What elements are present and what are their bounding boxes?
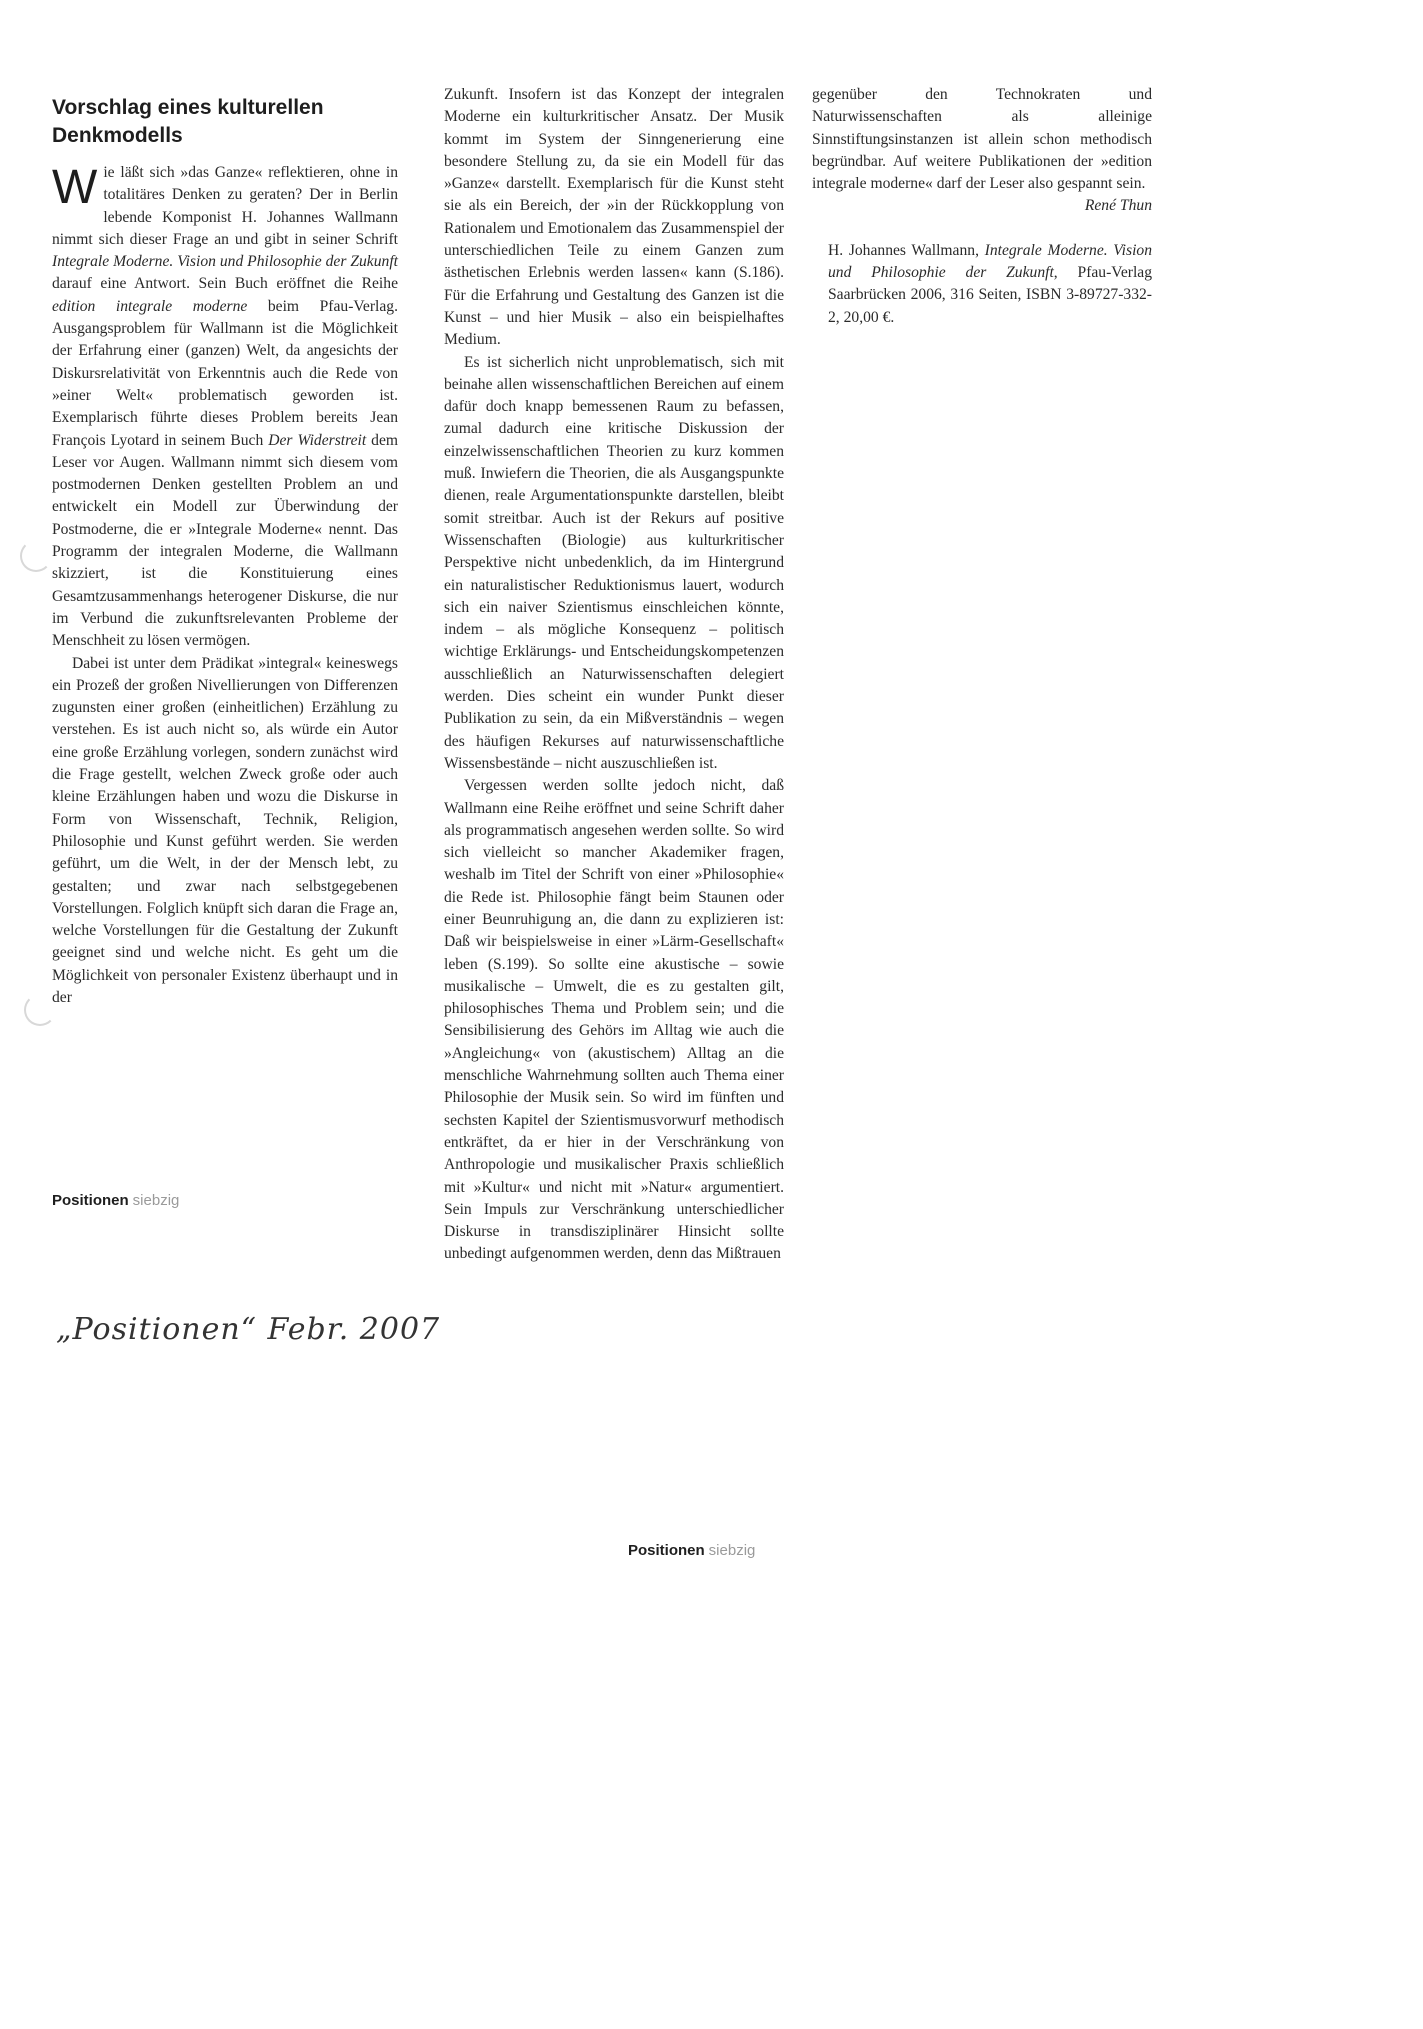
page-footer-left — [52, 1192, 179, 1209]
column-3 — [812, 84, 1152, 329]
footer-issue: siebzig — [708, 1542, 756, 1559]
drop-cap: W — [52, 161, 98, 214]
bibliography — [812, 240, 1152, 329]
paragraph: Zukunft. Insofern ist das Konzept der integralen Moderne ein kulturkritischer Ansatz. Der Musik kommt im System der Sinngenerierung eine besondere Stellung zu, da sie ein Modell für das »Ganze« darstellt. Exemplarisch für die Kunst steht sie als ein Bereich, der »in der Rückkopplung von Rationalem und Emotionalem das Zusammenspiel der unterschiedlichen Teile zu einem Ganzen zum ästhetischen Erlebnis werden lassen« kann (S.186). Für die Erfahrung und Gestaltung des Ganzen ist die Kunst – und hier Musik – also ein beispielhaftes Medium. — [444, 86, 784, 349]
book-title: Integrale Moderne. Vision und Philosophie der Zukunft — [52, 253, 398, 271]
text-run: ie läßt sich »das Ganze« reflektieren, ohne in totalitäres Denken zu geraten? Der in Berlin lebende Komponist H. Johannes Wallmann nimmt sich dieser Frage an und gibt in seiner Schrift — [52, 164, 398, 248]
footer-brand: Positionen — [628, 1542, 705, 1559]
paragraph — [52, 162, 398, 653]
book-title-lyotard: Der Widerstreit — [268, 431, 367, 449]
article-title: Vorschlag eines kulturellen Denkmodells — [52, 96, 324, 147]
footer-issue: siebzig — [132, 1192, 180, 1209]
paragraph: Dabei ist unter dem Prädikat »integral« keineswegs ein Prozeß der großen Nivellierungen von Differenzen zugunsten einer großen (einheitlichen) Erzählung zu verstehen. Es ist auch nicht so, als würde ein Autor eine große Erzählung vorlegen, sondern zunächst wird die Frage gestellt, welchen Zweck große oder auch kleine Erzählungen haben und wozu die Diskurse in Form von Wissenschaft, Technik, Religion, Philosophie und Kunst geführt werden. Sie werden geführt, um die Welt, in der der Mensch lebt, zu gestalten; und zwar nach selbstgegebenen Vorstellungen. Folglich knüpft sich daran die Frage an, welche Vorstellungen für die Gestaltung der Zukunft geeignet sind und welche nicht. Es geht um die Möglichkeit von personaler Existenz überhaupt und in der — [52, 654, 398, 1006]
bibliography-entry — [812, 240, 1152, 329]
punch-hole-mark — [24, 994, 56, 1026]
punch-hole-mark — [20, 540, 52, 572]
paragraph: Vergessen werden sollte jedoch nicht, daß Wallmann eine Reihe eröffnet und seine Schrift daher als programmatisch angesehen werden sollte. So wird sich vielleicht so mancher Akademiker fragen, weshalb im Titel der Schrift von einer »Philosophie« die Rede ist. Philosophie fängt beim Staunen oder einer Beunruhigung an, die dann zu explizieren ist: Daß wir beispielsweise in einer »Lärm-Gesellschaft« leben (S.199). So sollte eine akustische – sowie musikalische – Umwelt, die es zu gestalten gilt, philosophisches Thema und Problem sein; und die Sensibilisierung des Gehörs im Alltag wie auch die »Angleichung« von (akustischem) Alltag an die menschliche Wahrnehmung sollten auch Thema einer Philosophie der Musik sein. So wird im fünften und sechsten Kapitel der Szientismusvorwurf methodisch entkräftet, da er hier in der Verschränkung von Anthropologie und musikalischer Praxis schließlich mit »Kultur« und nicht mit »Natur« argumentiert. Sein Impuls zur Verschränkung unterschiedlicher Diskurse in transdisziplinärer Hinsicht sollte unbedingt aufgenommen werden, denn das Mißtrauen — [444, 777, 784, 1263]
text-run: beim Pfau-Verlag. Ausgangsproblem für Wallmann ist die Möglichkeit der Erfahrung einer (ganzen) Welt, da angesichts der Diskursrelativität von Erkenntnis auch die Rede von »einer Welt« problematisch geworden ist. Exemplarisch führte dieses Problem bereits Jean François Lyotard in seinem Buch — [52, 297, 398, 449]
text-run: , Pfau-Verlag Saarbrücken 2006, 316 Seiten, ISBN 3-89727-332-2, 20,00 €. — [828, 264, 1152, 326]
text-run: H. Johannes Wallmann, — [828, 241, 985, 259]
column-2 — [444, 84, 784, 1266]
column-1 — [52, 94, 398, 1009]
handwritten-note: „Positionen“ Febr. 2007 — [56, 1312, 441, 1347]
author-signature: René Thun — [1084, 197, 1152, 215]
book-title: Integrale Moderne. Vision und Philosophie der Zukunft — [828, 241, 1153, 282]
paragraph: gegenüber den Technokraten und Naturwissenschaften als alleinige Sinnstiftungsinstanzen ist allein schon methodisch begründbar. Auf weitere Publikationen der »edition integrale moderne« darf der Leser also gespannt sein. — [812, 86, 1152, 193]
text-run: darauf eine Antwort. Sein Buch eröffnet die Reihe — [52, 275, 398, 293]
text-run: dem Leser vor Augen. Wallmann nimmt sich diesem vom postmodernen Denken gestellten Problem an und entwickelt ein Modell zur Überwindung der Postmoderne, die er »Integrale Moderne« nennt. Das Programm der integralen Moderne, die Wallmann skizziert, ist die Konstituierung eines Gesamtzusammenhangs heterogener Diskurse, die nur im Verbund die zukunftsrelevanten Probleme der Menschheit zu lösen vermögen. — [52, 431, 399, 650]
series-title: edition integrale moderne — [52, 297, 248, 315]
page-footer-right — [628, 1542, 755, 1559]
paragraph: Es ist sicherlich nicht unproblematisch, sich mit beinahe allen wissenschaftlichen Bereichen auf einem dafür doch knapp bemessenen Raum zu befassen, zumal dadurch eine kritische Diskussion der einzelwissenschaftlichen Theorien zu kurz kommen muß. Inwiefern die Theorien, die als Ausgangspunkte dienen, reale Argumentationspunkte darstellen, bleibt somit streitbar. Auch ist der Rekurs auf positive Wissenschaften (Biologie) aus kulturkritischer Perspektive nicht unbedenklich, da im Hintergrund ein naturalistischer Reduktionismus lauert, wodurch sich ein naiver Szientismus einschleichen könnte, indem – als mögliche Konsequenz – politisch wichtige Erklärungs- und Entscheidungskompetenzen ausschließlich an Naturwissenschaften delegiert werden. Dies scheint ein wunder Punkt dieser Publikation zu sein, da ein Mißverständnis – wegen des häufigen Rekurses auf naturwissenschaftliche Wissensbestände – nicht auszuschließen ist. — [444, 353, 784, 772]
footer-brand: Positionen — [52, 1192, 129, 1209]
